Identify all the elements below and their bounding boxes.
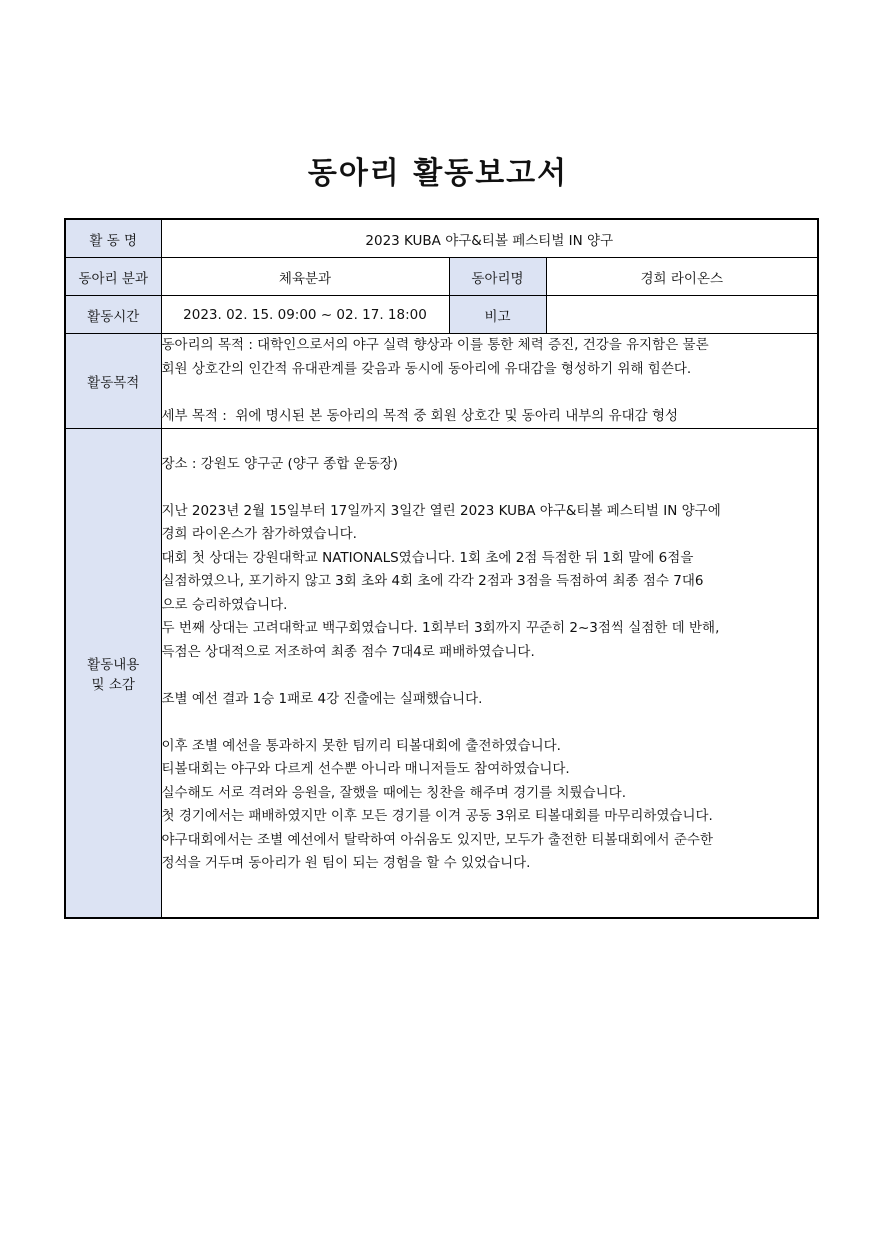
content-text — [161, 429, 818, 919]
content-line: 경희 라이온스가 참가하였습니다. — [161, 526, 357, 542]
content-line: 첫 경기에서는 패배하였지만 이후 모든 경기를 이겨 공동 3위로 티볼대회를 마무리하였습니다. — [161, 808, 713, 824]
value-club-division: 체육분과 — [161, 258, 449, 296]
document-title: 동아리 활동보고서 — [307, 156, 569, 191]
content-line: 으로 승리하였습니다. — [161, 596, 288, 613]
content-line: 티볼대회는 야구와 다르게 선수뿐 아니라 매니저들도 참여하였습니다. — [161, 761, 570, 777]
content-line: 장소 : 강원도 양구군 (양구 종합 운동장) — [161, 455, 398, 472]
label-purpose: 활동목적 — [65, 334, 161, 429]
purpose-line: 동아리의 목적 : 대학인으로서의 야구 실력 향상과 이를 통한 체력 증진, 건강을 유지함은 물론 — [161, 337, 709, 353]
content-line: 조별 예선 결과 1승 1패로 4강 진출에는 실패했습니다. — [161, 690, 483, 707]
content-line: 대회 첫 상대는 강원대학교 NATIONALS였습니다. 1회 초에 2점 득점한 뒤 1회 말에 6점을 — [161, 549, 694, 566]
label-content-line1: 활동내용 — [87, 657, 140, 673]
label-remarks: 비고 — [449, 296, 546, 334]
content-line: 실점하였으나, 포기하지 않고 3회 초와 4회 초에 각각 2점과 3점을 득점하여 최종 점수 7대6 — [161, 573, 704, 589]
value-club-name: 경희 라이온스 — [546, 258, 818, 296]
purpose-line — [162, 381, 818, 405]
row-purpose — [65, 334, 818, 429]
label-activity-name: 활 동 명 — [65, 219, 161, 258]
content-line — [162, 711, 818, 735]
row-club — [65, 258, 818, 296]
content-line — [162, 664, 818, 688]
label-club-division: 동아리 분과 — [65, 258, 161, 296]
purpose-line: 회원 상호간의 인간적 유대관계를 갖음과 동시에 동아리에 유대감을 형성하기 위해 힘쓴다. — [161, 360, 692, 377]
content-line: 정석을 거두며 동아리가 원 팀이 되는 경험을 할 수 있었습니다. — [161, 855, 531, 871]
label-content-line2: 및 소감 — [91, 677, 135, 693]
row-time — [65, 296, 818, 334]
content-line: 실수해도 서로 격려와 응원을, 잘했을 때에는 칭찬을 해주며 경기를 치뤘습니다. — [161, 784, 627, 801]
content-line: 야구대회에서는 조별 예선에서 탈락하여 아쉬움도 있지만, 모두가 출전한 티볼대회에서 준수한 — [161, 831, 714, 848]
purpose-line: 세부 목적 : 위에 명시된 본 동아리의 목적 중 회원 상호간 및 동아리 내부의 유대감 형성 — [161, 407, 679, 424]
row-activity-name — [65, 219, 818, 258]
content-line: 두 번째 상대는 고려대학교 백구회였습니다. 1회부터 3회까지 꾸준히 2~3점씩 실점한 데 반해, — [161, 620, 720, 636]
value-remarks — [546, 296, 818, 334]
value-activity-name: 2023 KUBA 야구&티볼 페스티벌 IN 양구 — [161, 219, 818, 258]
content-line: 득점은 상대적으로 저조하여 최종 점수 7대4로 패배하였습니다. — [161, 643, 535, 660]
report-table — [64, 218, 819, 919]
content-line — [162, 476, 818, 500]
row-content — [65, 429, 818, 919]
label-club-name: 동아리명 — [449, 258, 546, 296]
label-activity-time: 활동시간 — [65, 296, 161, 334]
label-content — [65, 429, 161, 919]
content-line — [162, 429, 818, 453]
value-activity-time: 2023. 02. 15. 09:00 ~ 02. 17. 18:00 — [161, 296, 449, 334]
purpose-text — [161, 334, 818, 429]
content-line: 지난 2023년 2월 15일부터 17일까지 3일간 열린 2023 KUBA 야구&티볼 페스티벌 IN 양구에 — [161, 502, 721, 519]
content-line: 이후 조별 예선을 통과하지 못한 팀끼리 티볼대회에 출전하였습니다. — [161, 737, 561, 754]
